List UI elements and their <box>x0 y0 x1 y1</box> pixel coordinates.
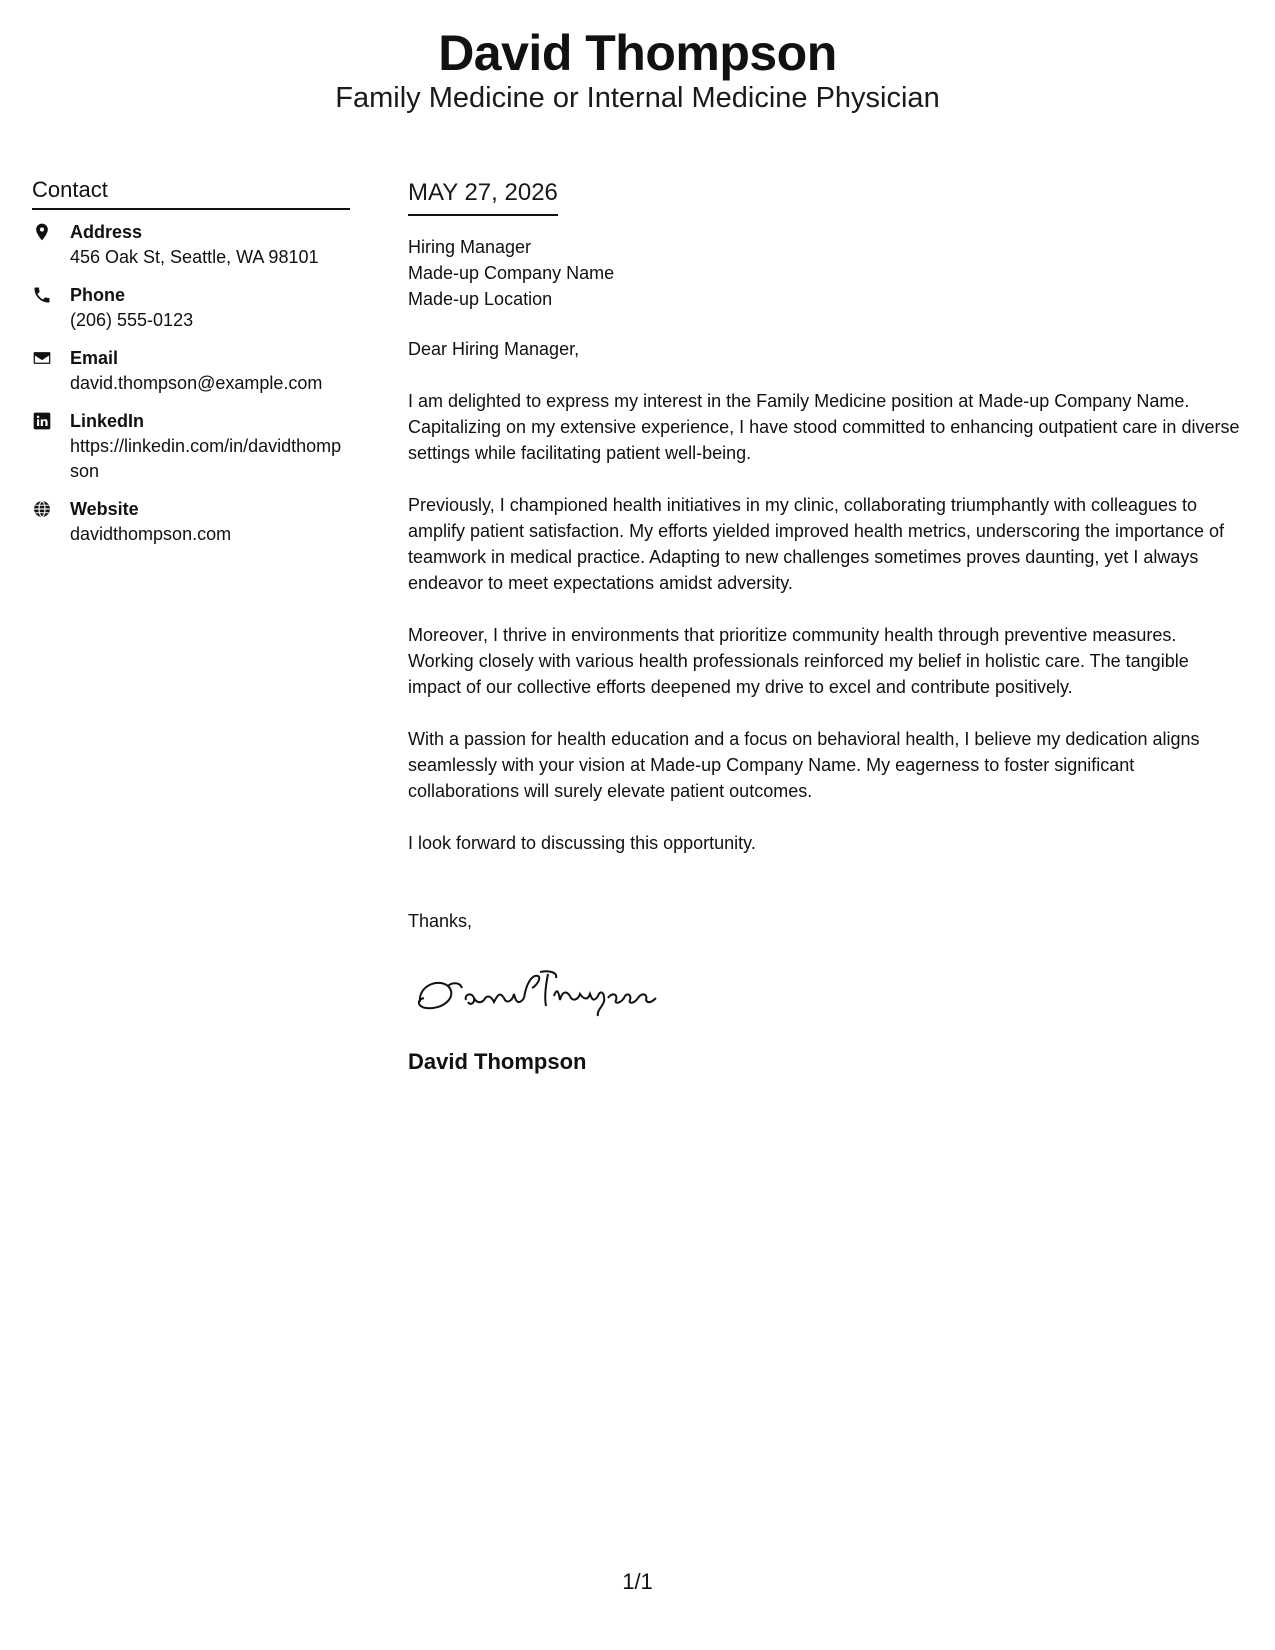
contact-value: https://linkedin.com/in/davidthompson <box>70 436 342 481</box>
contact-item-website <box>32 497 350 547</box>
contact-value: davidthompson.com <box>70 524 232 544</box>
applicant-name: David Thompson <box>438 25 837 81</box>
contact-item-phone <box>32 283 350 333</box>
envelope-icon <box>32 346 70 368</box>
recipient-block <box>408 234 1240 312</box>
salutation: Dear Hiring Manager, <box>408 339 580 359</box>
contact-label: Website <box>70 499 139 519</box>
closing: Thanks, <box>408 911 473 931</box>
applicant-role: Family Medicine or Internal Medicine Physician <box>335 82 940 114</box>
linkedin-icon <box>32 409 70 431</box>
contact-item-linkedin <box>32 409 350 484</box>
contact-label: Address <box>70 222 143 242</box>
contact-value: 456 Oak St, Seattle, WA 98101 <box>70 247 319 267</box>
letter-header <box>0 22 1275 116</box>
recipient-line: Made-up Company Name <box>408 263 615 283</box>
contact-value: (206) 555-0123 <box>70 310 194 330</box>
body-paragraph: Moreover, I thrive in environments that prioritize community health through preventive measures. Working closely with various health professionals reinforced my belief in holistic care. The tangible impact of our collective efforts deepened my drive to excel and contribute positively. <box>408 625 1189 697</box>
contact-heading: Contact <box>32 176 350 210</box>
handwritten-signature <box>408 964 668 1024</box>
contact-label: Phone <box>70 285 126 305</box>
body-paragraph: With a passion for health education and a focus on behavioral health, I believe my dedication aligns seamlessly with your vision at Made-up Company Name. My eagerness to foster significant collaborations will surely elevate patient outcomes. <box>408 729 1200 801</box>
phone-icon <box>32 283 70 305</box>
contact-value: david.thompson@example.com <box>70 373 323 393</box>
contact-item-email <box>32 346 350 396</box>
contact-list <box>32 220 350 547</box>
body-paragraph: Previously, I championed health initiatives in my clinic, collaborating triumphantly with colleagues to amplify patient satisfaction. My efforts yielded improved health metrics, underscoring the importance of teamwork in medical practice. Adapting to new challenges sometimes proves daunting, yet I always endeavor to meet expectations amidst adversity. <box>408 495 1225 593</box>
recipient-line: Hiring Manager <box>408 237 532 257</box>
letter-body <box>408 176 1240 1076</box>
recipient-line: Made-up Location <box>408 289 553 309</box>
contact-item-address <box>32 220 350 270</box>
letter-date: MAY 27, 2026 <box>408 176 558 216</box>
page-number: 1/1 <box>622 1569 653 1594</box>
globe-icon <box>32 497 70 519</box>
contact-label: Email <box>70 348 119 368</box>
map-pin-icon <box>32 220 70 242</box>
body-paragraph: I am delighted to express my interest in the Family Medicine position at Made-up Company Name. Capitalizing on my extensive experience, I have stood committed to enhancing outpatient care in diverse settings while facilitating patient well-being. <box>408 391 1240 463</box>
contact-label: LinkedIn <box>70 411 145 431</box>
signed-name: David Thompson <box>408 1049 587 1074</box>
body-paragraph: I look forward to discussing this opportunity. <box>408 833 756 853</box>
contact-sidebar <box>32 176 350 560</box>
